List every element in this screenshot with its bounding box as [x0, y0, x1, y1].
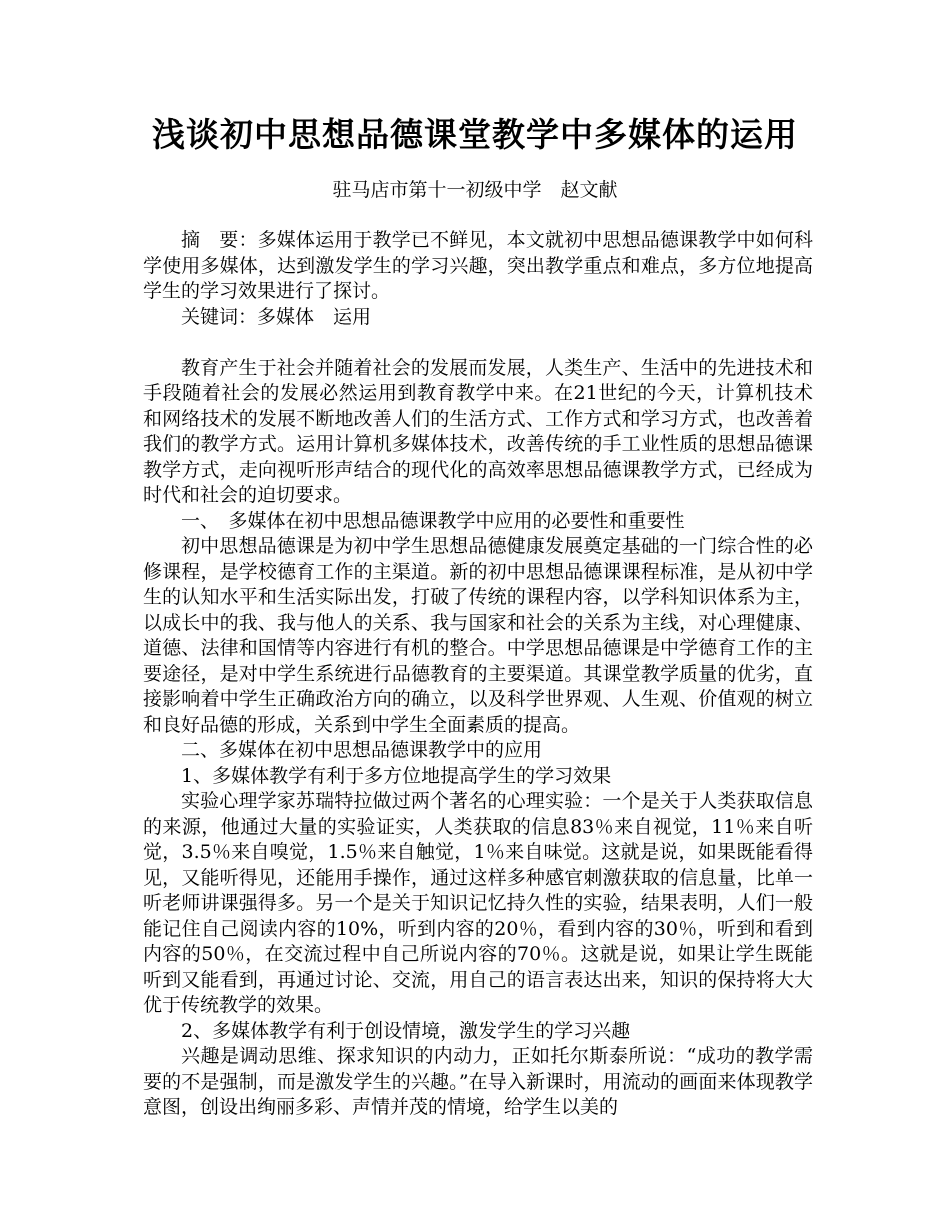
document-author: 驻马店市第十一初级中学 赵文献	[332, 179, 618, 201]
body-paragraph: 教育产生于社会并随着社会的发展而发展，人类生产、生活中的先进技术和手段随着社会的发展必然运用到教育教学中来。在21世纪的今天，计算机技术和网络技术的发展不断地改善人们的生活方式、工作方式和学习方式，也改善着我们的教学方式。运用计算机多媒体技术，改善传统的手工业性质的思想品德课教学方式，走向视听形声结合的现代化的高效率思想品德课教学方式，已经成为时代和社会的迫切要求。	[143, 356, 813, 506]
document-body	[143, 228, 813, 1121]
paragraph-spacer	[143, 330, 813, 356]
body-paragraph: 实验心理学家苏瑞特拉做过两个著名的心理实验：一个是关于人类获取信息的来源，他通过大量的实验证实，人类获取的信息83％来自视觉，11％来自听觉，3.5％来自嗅觉，1.5％来自触觉，1％来自味觉。这就是说，如果既能看得见，又能听得见，还能用手操作，通过这样多种感官刺激获取的信息量，比单一听老师讲课强得多。另一个是关于知识记忆持久性的实验，结果表明，人们一般能记住自己阅读内容的10%，听到内容的20％，看到内容的30％，听到和看到内容的50％，在交流过程中自己所说内容的70％。这就是说，如果让学生既能听到又能看到，再通过讨论、交流，用自己的语言表达出来，知识的保持将大大优于传统教学的效果。	[143, 790, 813, 1016]
subsection-heading: 2、多媒体教学有利于创设情境，激发学生的学习兴趣	[181, 1019, 631, 1042]
section-heading: 一、 多媒体在初中思想品德课教学中应用的必要性和重要性	[181, 509, 685, 532]
document-title: 浅谈初中思想品德课堂教学中多媒体的运用	[152, 115, 798, 154]
abstract-paragraph: 摘 要：多媒体运用于教学已不鲜见，本文就初中思想品德课教学中如何科学使用多媒体，达到激发学生的学习兴趣，突出教学重点和难点，多方位地提高学生的学习效果进行了探讨。	[143, 229, 813, 302]
body-paragraph: 兴趣是调动思维、探求知识的内动力，正如托尔斯泰所说：“成功的教学需要的不是强制，而是激发学生的兴趣。”在导入新课时，用流动的画面来体现教学意图，创设出绚丽多彩、声情并茂的情境，给学生以美的	[143, 1045, 813, 1118]
body-paragraph: 初中思想品德课是为初中学生思想品德健康发展奠定基础的一门综合性的必修课程，是学校德育工作的主渠道。新的初中思想品德课课程标准，是从初中学生的认知水平和生活实际出发，打破了传统的课程内容，以学科知识体系为主，以成长中的我、我与他人的关系、我与国家和社会的关系为主线，对心理健康、道德、法律和国情等内容进行有机的整合。中学思想品德课是中学德育工作的主要途径，是对中学生系统进行品德教育的主要渠道。其课堂教学质量的优劣，直接影响着中学生正确政治方向的确立，以及科学世界观、人生观、价值观的树立和良好品德的形成，关系到中学生全面素质的提高。	[143, 535, 813, 736]
subsection-heading: 1、多媒体教学有利于多方位地提高学生的学习效果	[181, 764, 612, 787]
section-heading: 二、多媒体在初中思想品德课教学中的应用	[181, 739, 543, 761]
keywords-paragraph: 关键词：多媒体 运用	[181, 305, 372, 328]
